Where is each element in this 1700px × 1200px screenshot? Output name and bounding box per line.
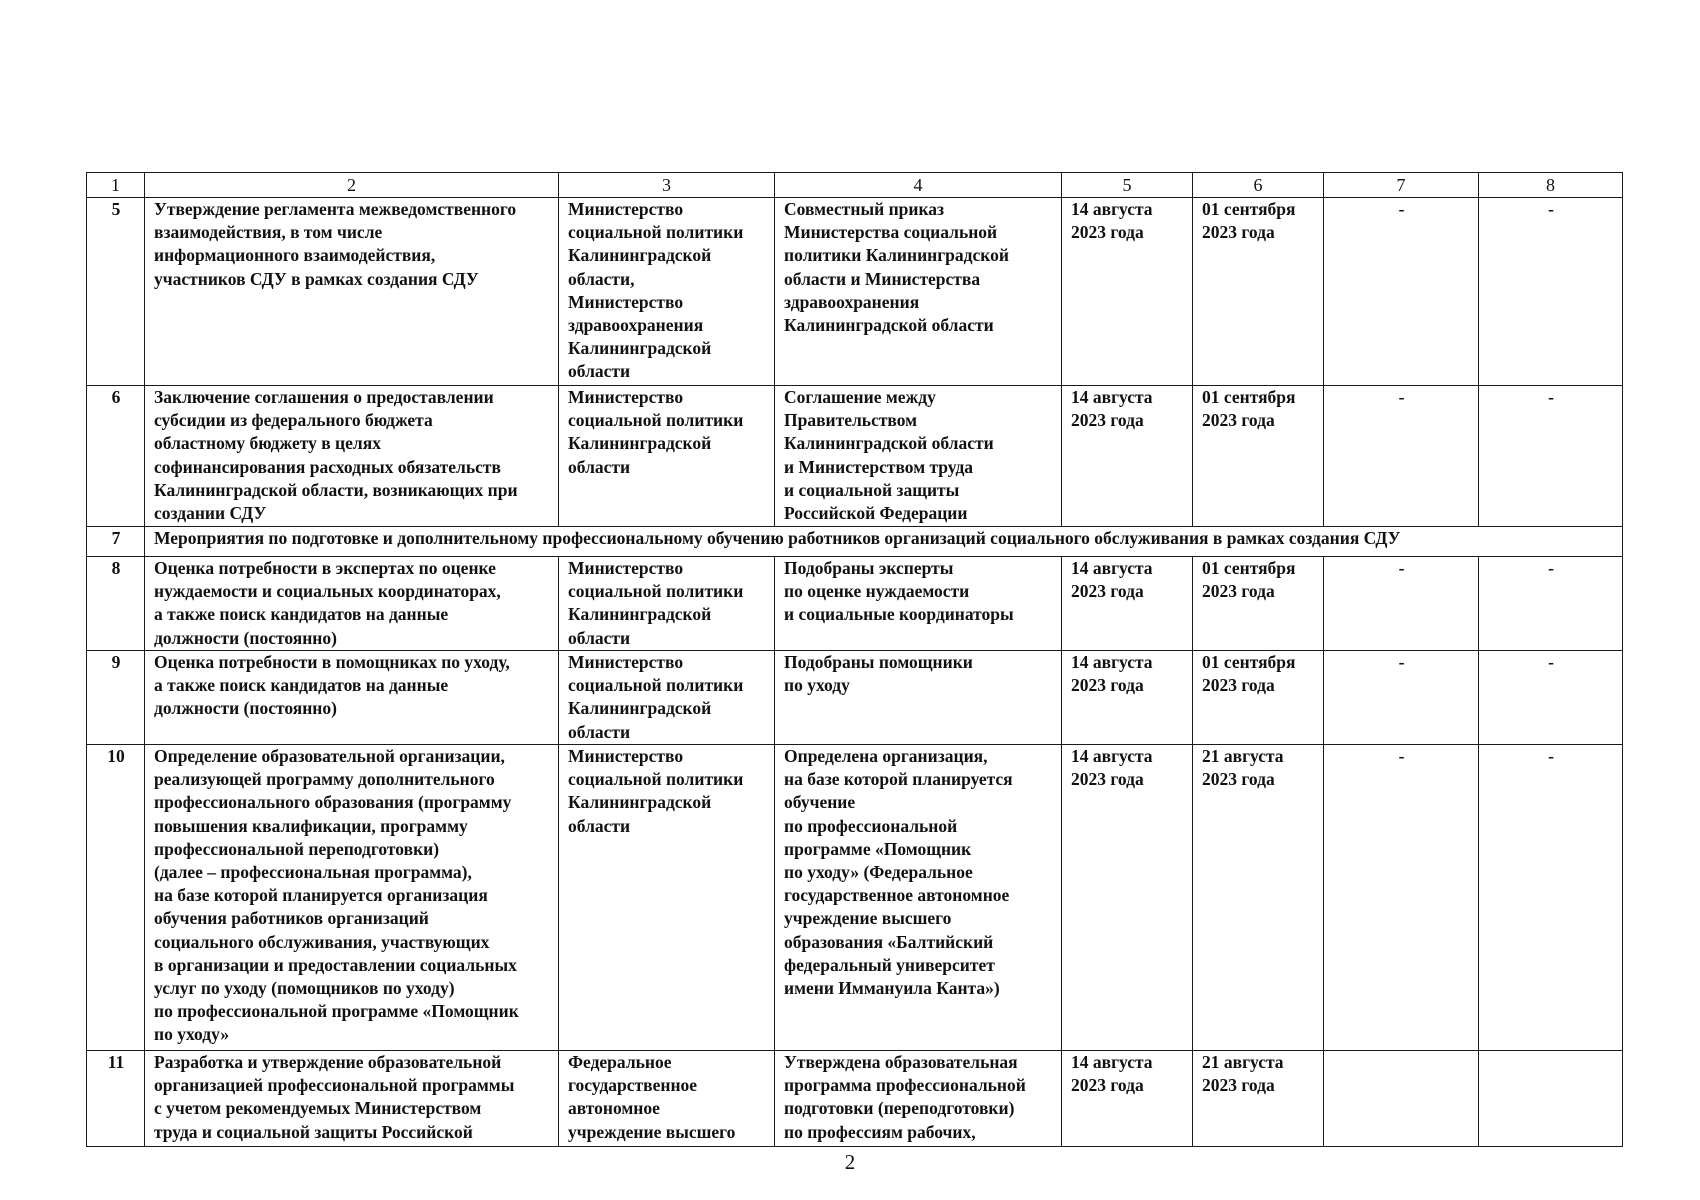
page-number: 2: [844, 1150, 856, 1174]
result-cell: Соглашение между Правительством Калининградской области и Министерством труда и социальной защиты Российской Федерации: [775, 386, 1062, 527]
table-row: [87, 386, 1623, 527]
col8-cell: -: [1479, 745, 1623, 1051]
section-row: [87, 527, 1623, 557]
end-date-cell: 01 сентября 2023 года: [1193, 557, 1324, 651]
event-cell: Утверждение регламента межведомственного взаимодействия, в том числе информационного взаимодействия, участников СДУ в рамках создания СДУ: [145, 198, 559, 386]
event-cell: Оценка потребности в экспертах по оценке нуждаемости и социальных координаторах, а также поиск кандидатов на данные должности (постоянно): [145, 557, 559, 651]
row-number: 7: [87, 527, 145, 557]
header-col-3: 3: [559, 173, 775, 198]
event-cell: Оценка потребности в помощниках по уходу, а также поиск кандидатов на данные должности (постоянно): [145, 651, 559, 745]
col7-cell: -: [1324, 198, 1479, 386]
row-number: 10: [87, 745, 145, 1051]
table-row: [87, 198, 1623, 386]
header-col-4: 4: [775, 173, 1062, 198]
start-date-cell: 14 августа 2023 года: [1062, 1051, 1193, 1147]
col7-cell: [1324, 1051, 1479, 1147]
result-cell: Подобраны эксперты по оценке нуждаемости и социальные координаторы: [775, 557, 1062, 651]
header-col-6: 6: [1193, 173, 1324, 198]
col8-cell: [1479, 1051, 1623, 1147]
result-cell: Совместный приказ Министерства социальной политики Калининградской области и Министерства здравоохранения Калининградской области: [775, 198, 1062, 386]
col8-cell: -: [1479, 557, 1623, 651]
row-number: 5: [87, 198, 145, 386]
col8-cell: -: [1479, 651, 1623, 745]
end-date-cell: 01 сентября 2023 года: [1193, 198, 1324, 386]
header-col-8: 8: [1479, 173, 1623, 198]
responsible-cell: Министерство социальной политики Калининградской области: [559, 557, 775, 651]
responsible-cell: Федеральное государственное автономное учреждение высшего: [559, 1051, 775, 1147]
responsible-cell: Министерство социальной политики Калининградской области: [559, 386, 775, 527]
col7-cell: -: [1324, 386, 1479, 527]
start-date-cell: 14 августа 2023 года: [1062, 745, 1193, 1051]
result-cell: Утверждена образовательная программа профессиональной подготовки (переподготовки) по профессиям рабочих,: [775, 1051, 1062, 1147]
col8-cell: -: [1479, 386, 1623, 527]
responsible-cell: Министерство социальной политики Калининградской области: [559, 745, 775, 1051]
start-date-cell: 14 августа 2023 года: [1062, 198, 1193, 386]
row-number: 11: [87, 1051, 145, 1147]
row-number: 9: [87, 651, 145, 745]
event-cell: Заключение соглашения о предоставлении субсидии из федерального бюджета областному бюджету в целях софинансирования расходных обязательств Калининградской области, возникающих при создании СДУ: [145, 386, 559, 527]
row-number: 6: [87, 386, 145, 527]
row-number: 8: [87, 557, 145, 651]
header-row: [87, 173, 1623, 198]
end-date-cell: 21 августа 2023 года: [1193, 745, 1324, 1051]
col8-cell: -: [1479, 198, 1623, 386]
header-col-2: 2: [145, 173, 559, 198]
col7-cell: -: [1324, 745, 1479, 1051]
col7-cell: -: [1324, 651, 1479, 745]
end-date-cell: 21 августа 2023 года: [1193, 1051, 1324, 1147]
end-date-cell: 01 сентября 2023 года: [1193, 386, 1324, 527]
start-date-cell: 14 августа 2023 года: [1062, 651, 1193, 745]
responsible-cell: Министерство социальной политики Калининградской области: [559, 651, 775, 745]
col7-cell: -: [1324, 557, 1479, 651]
table-row: [87, 557, 1623, 651]
result-cell: Подобраны помощники по уходу: [775, 651, 1062, 745]
section-title: Мероприятия по подготовке и дополнительному профессиональному обучению работников организаций социального обслуживания в рамках создания СДУ: [145, 527, 1623, 557]
plan-table: [86, 172, 1623, 1147]
event-cell: Разработка и утверждение образовательной организацией профессиональной программы с учетом рекомендуемых Министерством труда и социальной защиты Российской: [145, 1051, 559, 1147]
result-cell: Определена организация, на базе которой планируется обучение по профессиональной программе «Помощник по уходу» (Федеральное государственное автономное учреждение высшего образования «Балтийский федеральный университет имени Иммануила Канта»): [775, 745, 1062, 1051]
table-row: [87, 745, 1623, 1051]
responsible-cell: Министерство социальной политики Калининградской области, Министерство здравоохранения Калининградской области: [559, 198, 775, 386]
end-date-cell: 01 сентября 2023 года: [1193, 651, 1324, 745]
start-date-cell: 14 августа 2023 года: [1062, 386, 1193, 527]
header-col-1: 1: [87, 173, 145, 198]
table-row: [87, 1051, 1623, 1147]
header-col-5: 5: [1062, 173, 1193, 198]
start-date-cell: 14 августа 2023 года: [1062, 557, 1193, 651]
event-cell: Определение образовательной организации, реализующей программу дополнительного профессионального образования (программу повышения квалификации, программу профессиональной переподготовки) (далее – профессиональная программа), на базе которой планируется организация обучения работников организаций социального обслуживания, участвующих в организации и предоставлении социальных услуг по уходу (помощников по уходу) по профессиональной программе «Помощник по уходу»: [145, 745, 559, 1051]
header-col-7: 7: [1324, 173, 1479, 198]
table-row: [87, 651, 1623, 745]
